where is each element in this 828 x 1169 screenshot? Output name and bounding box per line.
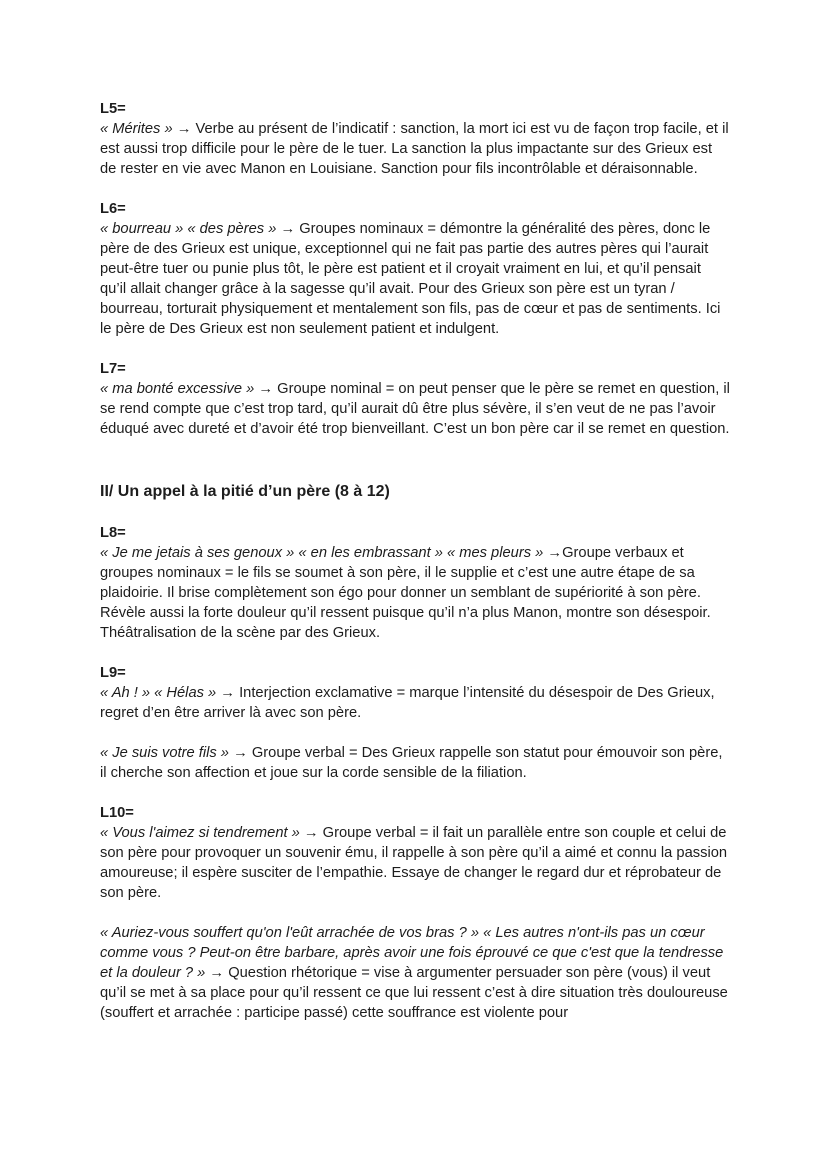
section-label-l5: L5= <box>100 101 126 117</box>
section-text-l10-b <box>100 923 730 1023</box>
analysis-text: → Groupe nominal = on peut penser que le père se remet en question, il se rend compte que c’est trop tard, qu’il aurait dû être plus sévère, il s’en veut de ne pas l’avoir éduqué avec dureté et d’avoir été trop bienveillant. C’est un bon père car il se remet en question. <box>100 381 730 437</box>
section-text-l10 <box>100 823 730 903</box>
section-label-l9: L9= <box>100 665 126 681</box>
analysis-text: → Question rhétorique = vise à argumenter persuader son père (vous) il veut qu’il se met à sa place pour qu’il ressent ce que lui ressent c’est à dire situation très douloureuse (souffert et arrachée : participe passé) cette souffrance est violente pour <box>100 965 728 1021</box>
analysis-text: → Interjection exclamative = marque l’intensité du désespoir de Des Grieux, regret d’en être arriver là avec son père. <box>100 685 715 721</box>
section-label-l10: L10= <box>100 805 134 821</box>
section-label-l8: L8= <box>100 525 126 541</box>
section-label-l7: L7= <box>100 361 126 377</box>
section-text-l5 <box>100 119 730 179</box>
quote: « Je me jetais à ses genoux » « en les embrassant » « mes pleurs » <box>100 545 544 561</box>
quote: « Mérites » <box>100 121 173 137</box>
quote: « bourreau » « des pères » <box>100 221 277 237</box>
quote: « ma bonté excessive » <box>100 381 255 397</box>
analysis-text: →Groupe verbaux et groupes nominaux = le fils se soumet à son père, il le supplie et c’est une autre étape de sa plaidoirie. Il brise complètement son égo pour donner un semblant de supériorité à son père. Révèle aussi la forte douleur qu’il ressent puisque qu’il n’a plus Manon, montre son désespoir. Théâtralisation de la scène par des Grieux. <box>100 545 711 641</box>
document-page <box>100 99 730 1023</box>
section-text-l8 <box>100 543 730 643</box>
analysis-text: → Verbe au présent de l’indicatif : sanction, la mort ici est vu de façon trop facile, et il est aussi trop difficile pour le père de le tuer. La sanction la plus impactante sur des Grieux est de rester en vie avec Manon en Louisiane. Sanction pour fils incontrôlable et déraisonnable. <box>100 121 729 177</box>
analysis-text: → Groupe verbal = il fait un parallèle entre son couple et celui de son père pour provoquer un souvenir ému, il rappelle à son père qu’il a aimé et connu la passion amoureuse; il espère susciter de l’empathie. Essaye de changer le regard dur et réprobateur de son père. <box>100 825 728 901</box>
analysis-text: → Groupe verbal = Des Grieux rappelle son statut pour émouvoir son père, il cherche son affection et joue sur la corde sensible de la filiation. <box>100 745 723 781</box>
section-text-l9 <box>100 683 730 723</box>
part-heading: II/ Un appel à la pitié d’un père (8 à 12) <box>100 483 390 500</box>
quote: « Auriez-vous souffert qu'on l'eût arrachée de vos bras ? » « Les autres n'ont-ils pas un cœur comme vous ? Peut-on être barbare, après avoir une fois éprouvé ce que c'est que la tendresse et la douleur ? » <box>100 925 724 981</box>
section-text-l7 <box>100 379 730 439</box>
section-text-l9-b <box>100 743 730 783</box>
section-label-l6: L6= <box>100 201 126 217</box>
quote: « Ah ! » « Hélas » <box>100 685 217 701</box>
section-text-l6 <box>100 219 730 339</box>
quote: « Vous l'aimez si tendrement » <box>100 825 300 841</box>
quote: « Je suis votre fils » <box>100 745 229 761</box>
analysis-text: → Groupes nominaux = démontre la généralité des pères, donc le père de des Grieux est unique, exceptionnel qui ne fait pas partie des autres pères qui l’aurait peut-être tuer ou punie plus tôt, le père est patient et il croyait vraiment en lui, et qu’il pensait qu’il allait changer grâce à la sagesse qu’il avait. Pour des Grieux son père est un tyran / bourreau, torturait physiquement et mentalement son fils, pas de cœur et pas de sentiments. Ici le père de Des Grieux est non seulement patient et indulgent. <box>100 221 721 337</box>
